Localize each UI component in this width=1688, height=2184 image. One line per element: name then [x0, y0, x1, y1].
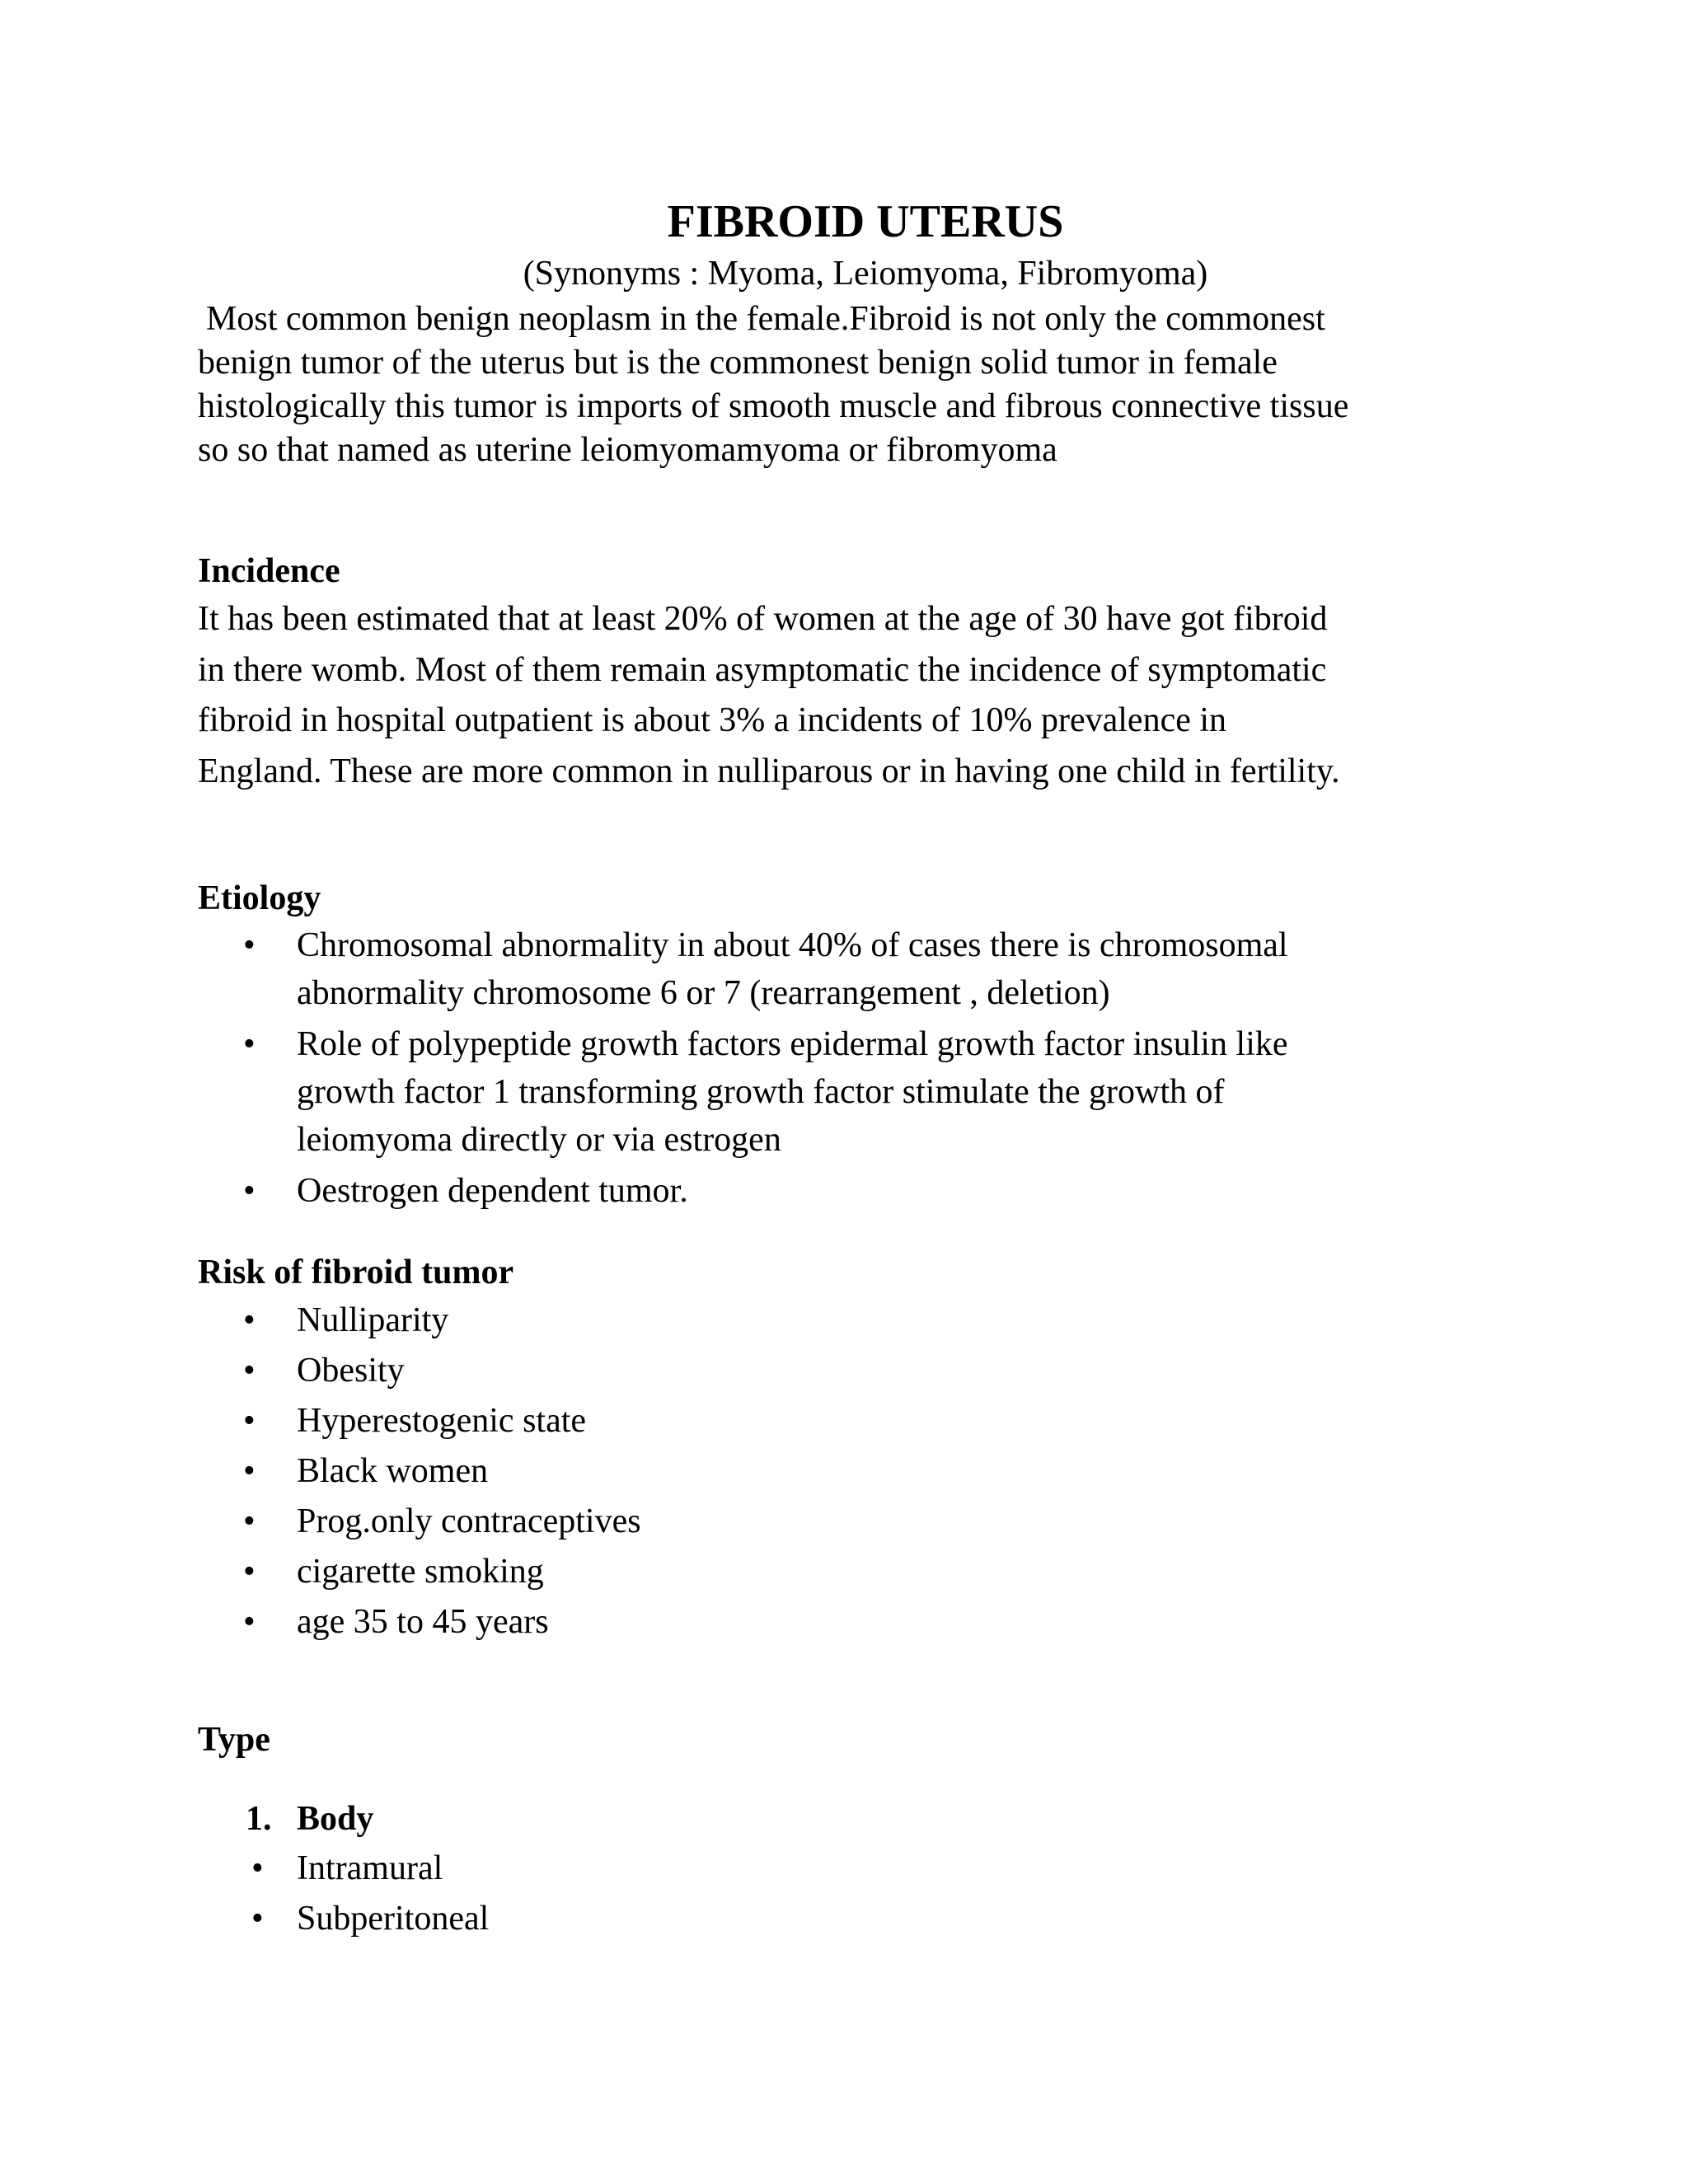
- list-item: • Nulliparity: [198, 1296, 1500, 1346]
- list-item: • cigarette smoking: [198, 1547, 1500, 1597]
- list-item: • Subperitoneal: [297, 1894, 1500, 1944]
- type-heading: Type: [198, 1721, 270, 1759]
- intro-line: benign tumor of the uterus but is the commonest benign solid tumor in female: [198, 344, 1278, 382]
- type-sublist: [297, 1844, 1500, 1944]
- incidence-line: It has been estimated that at least 20% of women at the age of 30 have got fibroid: [198, 600, 1328, 638]
- list-item-line: • Role of polypeptide growth factors epidermal growth factor insulin like: [297, 1025, 1288, 1063]
- list-item-line: growth factor 1 transforming growth factor stimulate the growth of: [297, 1073, 1225, 1111]
- list-item: [198, 921, 1500, 1017]
- type-list: [198, 1794, 1500, 1944]
- document-page: [198, 194, 1500, 1944]
- list-item-line: • Oestrogen dependent tumor.: [297, 1172, 688, 1210]
- incidence-line: fibroid in hospital outpatient is about 3% a incidents of 10% prevalence in: [198, 701, 1227, 739]
- document-title: FIBROID UTERUS: [667, 196, 1064, 247]
- incidence-line: England. These are more common in nulliparous or in having one child in fertility.: [198, 752, 1340, 790]
- list-item: • age 35 to 45 years: [198, 1597, 1500, 1647]
- list-item: • Intramural: [297, 1844, 1500, 1894]
- list-item: • Black women: [198, 1446, 1500, 1497]
- etiology-list: [198, 921, 1500, 1215]
- incidence-heading: Incidence: [198, 552, 340, 590]
- list-item-line: • Chromosomal abnormality in about 40% of cases there is chromosomal: [297, 926, 1288, 964]
- list-item: [198, 1020, 1500, 1164]
- list-item-line: abnormality chromosome 6 or 7 (rearrangement , deletion): [297, 974, 1110, 1012]
- intro-line: Most common benign neoplasm in the female.Fibroid is not only the commonest: [206, 300, 1325, 338]
- incidence-line: in there womb. Most of them remain asymptomatic the incidence of symptomatic: [198, 650, 1327, 689]
- etiology-heading: Etiology: [198, 879, 321, 917]
- list-item: • Obesity: [198, 1346, 1500, 1396]
- type-item: [198, 1794, 1500, 1944]
- type-item-name: Body: [297, 1800, 374, 1838]
- risk-heading: Risk of fibroid tumor: [198, 1254, 514, 1291]
- list-item: • Hyperestogenic state: [198, 1396, 1500, 1446]
- synonyms-line: (Synonyms : Myoma, Leiomyoma, Fibromyoma): [523, 255, 1208, 293]
- risk-list: [198, 1296, 1500, 1647]
- list-item: • Prog.only contraceptives: [198, 1497, 1500, 1547]
- intro-line: so so that named as uterine leiomyomamyoma or fibromyoma: [198, 431, 1057, 469]
- intro-line: histologically this tumor is imports of smooth muscle and fibrous connective tissue: [198, 387, 1349, 425]
- incidence-paragraph: [198, 594, 1500, 797]
- intro-paragraph: [198, 298, 1500, 472]
- list-item-line: leiomyoma directly or via estrogen: [297, 1121, 781, 1159]
- list-item: [198, 1167, 1500, 1215]
- type-item-number: 1.: [246, 1800, 272, 1838]
